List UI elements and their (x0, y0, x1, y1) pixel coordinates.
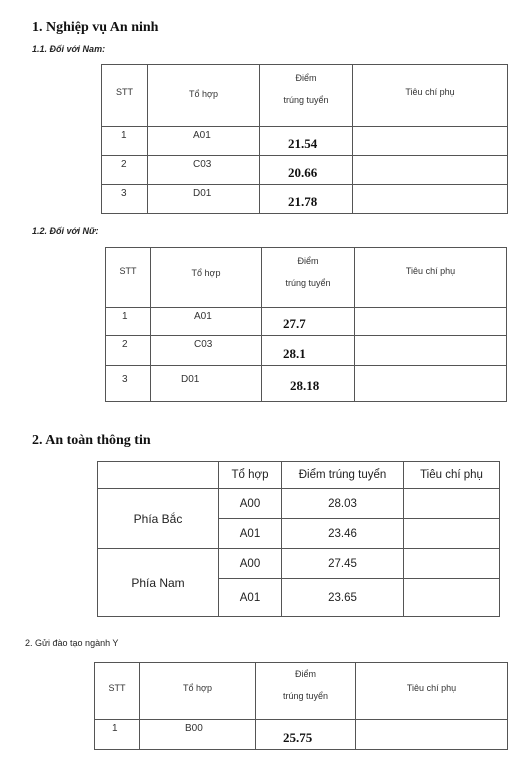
cell-diem: 21.54 (260, 127, 353, 156)
header-to-hop: Tổ hợp (151, 248, 262, 308)
table-row (98, 549, 500, 579)
header-diem-trung-tuyen (256, 663, 356, 720)
cell-tieu-chi (404, 489, 500, 519)
header-stt: STT (102, 65, 148, 127)
header-diem-line1: Điểm (295, 73, 317, 83)
section-title-gui-dao-tao-nganh-y: 2. Gửi đào tạo ngành Y (25, 638, 119, 648)
cell-diem: 23.46 (282, 519, 404, 549)
header-tieu-chi-phu: Tiêu chí phụ (355, 248, 507, 308)
cell-tieu-chi (356, 720, 508, 750)
table-nu (105, 247, 507, 402)
table-nam (101, 64, 508, 214)
cell-region-phia-bac: Phía Bắc (98, 489, 219, 549)
subsection-title-nam: 1.1. Đối với Nam: (32, 44, 106, 54)
table-nganh-y (94, 662, 508, 750)
cell-diem: 23.65 (282, 579, 404, 617)
cell-to-hop: A01 (219, 579, 282, 617)
cell-diem: 28.03 (282, 489, 404, 519)
table-row (98, 489, 500, 519)
cell-diem: 27.7 (262, 308, 355, 336)
cell-stt: 2 (106, 336, 151, 366)
table-header-row (95, 663, 508, 720)
header-diem-line2: trúng tuyển (285, 278, 331, 288)
subsection-title-nu: 1.2. Đối với Nữ: (32, 226, 99, 236)
table-header-row (98, 462, 500, 489)
cell-stt: 1 (106, 308, 151, 336)
table-header-row (102, 65, 508, 127)
header-to-hop: Tổ hợp (219, 462, 282, 489)
table-row (102, 156, 508, 185)
header-diem-line2: trúng tuyển (282, 691, 329, 701)
table-row (106, 308, 507, 336)
cell-stt: 1 (102, 127, 148, 156)
header-empty (98, 462, 219, 489)
cell-tieu-chi (353, 185, 508, 214)
cell-to-hop: D01 (151, 366, 262, 402)
header-diem-line1: Điểm (294, 669, 316, 679)
cell-region-phia-nam: Phía Nam (98, 549, 219, 617)
header-stt: STT (106, 248, 151, 308)
header-tieu-chi-phu: Tiêu chí phụ (353, 65, 508, 127)
cell-tieu-chi (353, 156, 508, 185)
cell-stt: 2 (102, 156, 148, 185)
cell-tieu-chi (353, 127, 508, 156)
cell-diem: 25.75 (256, 720, 356, 750)
cell-stt: 1 (95, 720, 140, 750)
cell-to-hop: D01 (148, 185, 260, 214)
cell-to-hop: A00 (219, 549, 282, 579)
cell-to-hop: C03 (148, 156, 260, 185)
header-to-hop: Tổ hợp (140, 663, 256, 720)
section-title-nghiep-vu-an-ninh: 1. Nghiệp vụ An ninh (32, 20, 159, 35)
header-diem-trung-tuyen (262, 248, 355, 308)
cell-to-hop: A01 (148, 127, 260, 156)
cell-tieu-chi (355, 308, 507, 336)
cell-to-hop: A01 (219, 519, 282, 549)
cell-tieu-chi (355, 366, 507, 402)
cell-tieu-chi (355, 336, 507, 366)
cell-stt: 3 (102, 185, 148, 214)
section-title-an-toan-thong-tin: 2. An toàn thông tin (32, 433, 151, 448)
header-stt: STT (95, 663, 140, 720)
header-tieu-chi-phu: Tiêu chí phụ (404, 462, 500, 489)
cell-diem: 20.66 (260, 156, 353, 185)
cell-diem: 28.1 (262, 336, 355, 366)
header-diem-trung-tuyen: Điểm trúng tuyển (282, 462, 404, 489)
cell-diem: 21.78 (260, 185, 353, 214)
cell-tieu-chi (404, 519, 500, 549)
cell-to-hop: C03 (151, 336, 262, 366)
header-diem-trung-tuyen (260, 65, 353, 127)
cell-diem: 27.45 (282, 549, 404, 579)
cell-to-hop: B00 (140, 720, 256, 750)
cell-to-hop: A00 (219, 489, 282, 519)
table-row (102, 127, 508, 156)
table-row (95, 720, 508, 750)
table-an-toan-thong-tin (97, 461, 500, 617)
cell-tieu-chi (404, 549, 500, 579)
header-diem-line2: trúng tuyển (283, 95, 329, 105)
cell-to-hop: A01 (151, 308, 262, 336)
cell-diem: 28.18 (262, 366, 355, 402)
cell-stt: 3 (106, 366, 151, 402)
table-header-row (106, 248, 507, 308)
table-row (102, 185, 508, 214)
cell-tieu-chi (404, 579, 500, 617)
table-row (106, 336, 507, 366)
table-row (106, 366, 507, 402)
header-diem-line1: Điểm (297, 256, 319, 266)
header-to-hop: Tổ hợp (148, 65, 260, 127)
header-tieu-chi-phu: Tiêu chí phụ (356, 663, 508, 720)
